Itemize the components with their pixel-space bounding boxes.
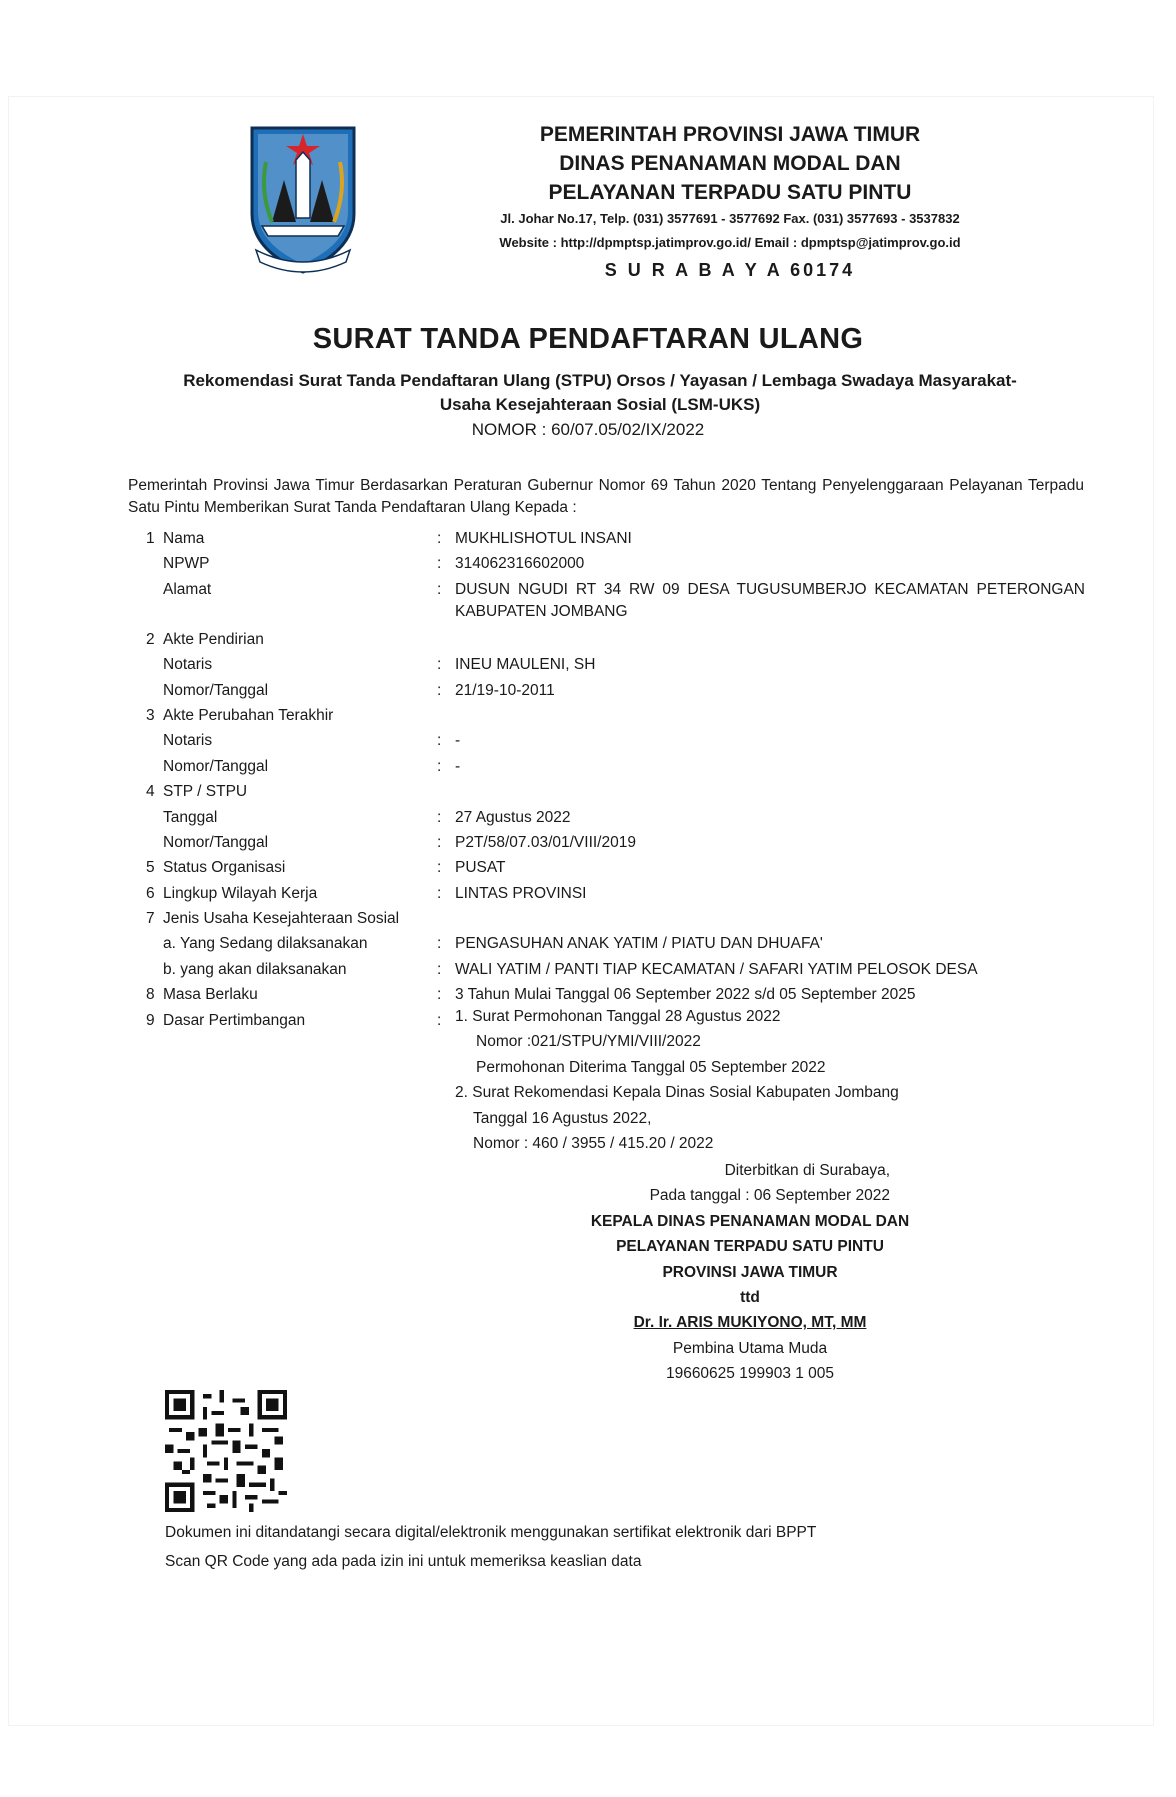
signer-office-line3: PROVINSI JAWA TIMUR xyxy=(662,1263,838,1281)
basis-item-1: 1. Surat Permohonan Tanggal 28 Agustus 2022 xyxy=(455,1008,781,1025)
signer-office-line1: KEPALA DINAS PENANAMAN MODAL DAN xyxy=(590,1212,910,1230)
basis-item-2-tanggal: Tanggal 16 Agustus 2022, xyxy=(473,1109,652,1127)
basis-item-2-nomor: Nomor : 460 / 3955 / 415.20 / 2022 xyxy=(473,1135,714,1153)
field-row-akte-perubahan: 3 Akte Perubahan Terakhir xyxy=(146,706,334,724)
issue-place: Diterbitkan di Surabaya, xyxy=(724,1162,890,1179)
field-row-akte-pendirian: 2 Akte Pendirian xyxy=(146,630,264,648)
signer-nip: 19660625 199903 1 005 xyxy=(665,1365,835,1383)
agency-name-line2: PELAYANAN TERPADU SATU PINTU xyxy=(548,181,912,204)
agency-address: Jl. Johar No.17, Telp. (031) 3577691 - 3577692 Fax. (031) 3577693 - 3537832 xyxy=(500,211,960,226)
government-name: PEMERINTAH PROVINSI JAWA TIMUR xyxy=(539,123,921,146)
field-row-jenis-usaha: 7 Jenis Usaha Kesejahteraan Sosial xyxy=(146,910,400,928)
field-row-npwp: NPWP : 314062316602000 xyxy=(163,555,585,573)
letterhead xyxy=(420,120,1040,285)
field-row-alamat: Alamat : DUSUN NGUDI RT 34 RW 09 DESA TUGUSUMBERJO KECAMATAN PETERONGAN KABUPATEN JOMBANG xyxy=(163,580,1085,620)
signature-block xyxy=(560,1158,940,1387)
jawa-timur-coat-of-arms-icon xyxy=(242,122,364,282)
agency-website-email: Website : http://dpmptsp.jatimprov.go.id/ Email : dpmptsp@jatimprov.go.id xyxy=(499,235,961,250)
subtitle-line1: Rekomendasi Surat Tanda Pendaftaran Ulang (STPU) Orsos / Yayasan / Lembaga Swadaya Masyarakat- xyxy=(183,371,1017,390)
field-row-notaris: Notaris : INEU MAULENI, SH xyxy=(163,656,596,674)
field-row-sedang-dilaksanakan: a. Yang Sedang dilaksanakan : PENGASUHAN ANAK YATIM / PIATU DAN DHUAFA' xyxy=(163,935,823,953)
field-row-akan-dilaksanakan: b. yang akan dilaksanakan : WALI YATIM / PANTI TIAP KECAMATAN / SAFARI YATIM PELOSOK DESA xyxy=(163,960,978,978)
digital-signature-note: Dokumen ini ditandatangi secara digital/elektronik menggunakan sertifikat elektronik dari BPPT xyxy=(165,1524,817,1541)
signer-rank: Pembina Utama Muda xyxy=(672,1339,828,1357)
field-row-nomor-tanggal-stpu: Nomor/Tanggal : P2T/58/07.03/01/VIII/2019 xyxy=(163,833,636,851)
field-row-status-organisasi: 5 Status Organisasi : PUSAT xyxy=(146,859,506,877)
document-subtitle xyxy=(120,369,1080,417)
issue-date: Pada tanggal : 06 September 2022 xyxy=(649,1187,890,1205)
qr-code-icon[interactable] xyxy=(165,1390,287,1512)
basis-item-2: 2. Surat Rekomendasi Kepala Dinas Sosial Kabupaten Jombang xyxy=(455,1084,899,1102)
agency-name-line1: DINAS PENANAMAN MODAL DAN xyxy=(559,152,901,175)
field-row-nomor-tanggal-perubahan: Nomor/Tanggal : - xyxy=(163,757,461,775)
field-row-stp-stpu: 4 STP / STPU xyxy=(146,783,248,801)
agency-city: S U R A B A Y A 60174 xyxy=(604,260,856,280)
field-row-nama: 1 Nama : MUKHLISHOTUL INSANI xyxy=(146,530,632,547)
document-number: NOMOR : 60/07.05/02/IX/2022 xyxy=(471,420,705,439)
field-row-lingkup-wilayah: 6 Lingkup Wilayah Kerja : LINTAS PROVINSI xyxy=(146,884,587,902)
field-row-masa-berlaku: 8 Masa Berlaku : 3 Tahun Mulai Tanggal 06 September 2022 s/d 05 September 2025 xyxy=(146,986,916,1004)
signer-name: Dr. Ir. ARIS MUKIYONO, MT, MM xyxy=(633,1314,867,1332)
field-row-nomor-tanggal: Nomor/Tanggal : 21/19-10-2011 xyxy=(163,681,555,699)
qr-verification-note: Scan QR Code yang ada pada izin ini untuk memeriksa keaslian data xyxy=(165,1553,642,1570)
basis-item-1-nomor: Nomor :021/STPU/YMI/VIII/2022 xyxy=(476,1033,701,1051)
field-list xyxy=(0,526,1176,1033)
intro-paragraph: Pemerintah Provinsi Jawa Timur Berdasarkan Peraturan Gubernur Nomor 69 Tahun 2020 Tentang Penyelenggaraan Pelayanan Terpadu Satu Pintu Memberikan Surat Tanda Pendaftaran Ulang Kepada : xyxy=(128,477,1084,516)
field-row-notaris-perubahan: Notaris : - xyxy=(163,732,461,750)
signed-mark: ttd xyxy=(740,1289,760,1307)
document-title: SURAT TANDA PENDAFTARAN ULANG xyxy=(312,323,864,355)
basis-item-1-diterima: Permohonan Diterima Tanggal 05 September 2022 xyxy=(476,1058,826,1076)
field-row-tanggal: Tanggal : 27 Agustus 2022 xyxy=(163,808,571,826)
signer-office-line2: PELAYANAN TERPADU SATU PINTU xyxy=(616,1238,884,1256)
subtitle-line2: Usaha Kesejahteraan Sosial (LSM-UKS) xyxy=(439,395,761,414)
basis-list xyxy=(455,1004,899,1156)
field-row-dasar-pertimbangan: 9 Dasar Pertimbangan : xyxy=(146,1011,442,1029)
